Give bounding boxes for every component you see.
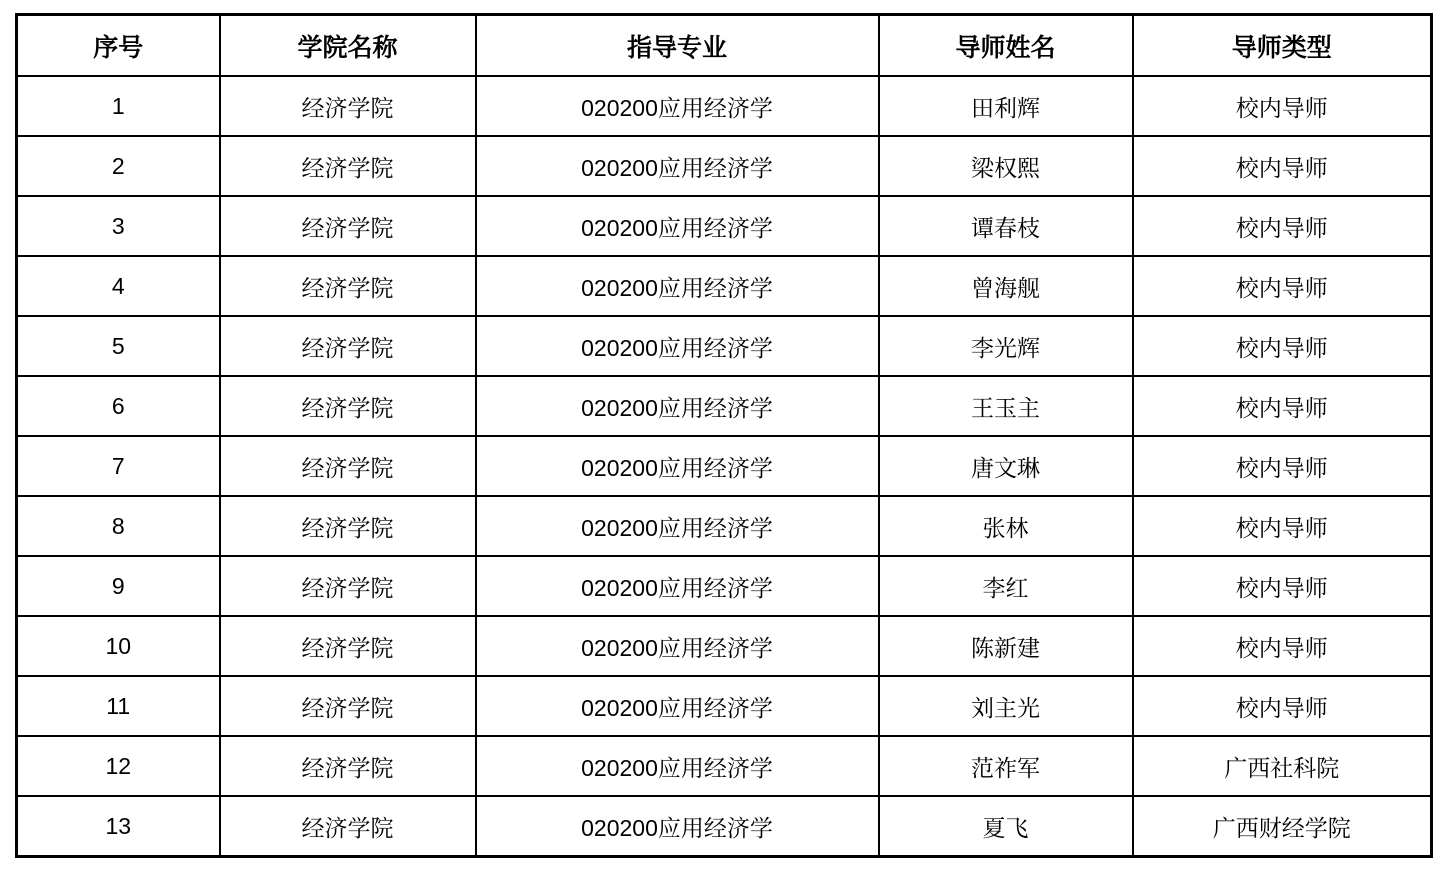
cell-index: 10 [17,616,220,676]
table-row [17,316,1432,376]
cell-college: 经济学院 [220,256,476,316]
cell-major: 020200应用经济学 [476,736,879,796]
cell-mentor-name: 梁权熙 [879,136,1133,196]
table-row [17,616,1432,676]
cell-index: 2 [17,136,220,196]
cell-college: 经济学院 [220,796,476,857]
cell-mentor-name: 王玉主 [879,376,1133,436]
cell-mentor-type: 校内导师 [1133,676,1432,736]
header-mentor-type: 导师类型 [1133,15,1432,77]
header-mentor-name: 导师姓名 [879,15,1133,77]
cell-major: 020200应用经济学 [476,436,879,496]
cell-college: 经济学院 [220,736,476,796]
cell-major: 020200应用经济学 [476,76,879,136]
cell-college: 经济学院 [220,76,476,136]
table-row [17,496,1432,556]
cell-mentor-name: 谭春枝 [879,196,1133,256]
cell-college: 经济学院 [220,676,476,736]
cell-index: 1 [17,76,220,136]
cell-college: 经济学院 [220,556,476,616]
cell-mentor-type: 校内导师 [1133,436,1432,496]
header-college: 学院名称 [220,15,476,77]
table-row [17,436,1432,496]
table-row [17,676,1432,736]
cell-college: 经济学院 [220,616,476,676]
cell-index: 9 [17,556,220,616]
table-row [17,76,1432,136]
cell-college: 经济学院 [220,136,476,196]
cell-index: 7 [17,436,220,496]
table-row [17,196,1432,256]
cell-major: 020200应用经济学 [476,136,879,196]
header-major: 指导专业 [476,15,879,77]
cell-major: 020200应用经济学 [476,796,879,857]
table-row [17,556,1432,616]
cell-index: 11 [17,676,220,736]
cell-mentor-name: 田利辉 [879,76,1133,136]
cell-index: 4 [17,256,220,316]
cell-major: 020200应用经济学 [476,376,879,436]
cell-major: 020200应用经济学 [476,556,879,616]
cell-mentor-type: 广西财经学院 [1133,796,1432,857]
cell-index: 12 [17,736,220,796]
cell-mentor-type: 校内导师 [1133,256,1432,316]
cell-mentor-name: 李光辉 [879,316,1133,376]
cell-mentor-type: 校内导师 [1133,316,1432,376]
table-row [17,376,1432,436]
cell-mentor-name: 李红 [879,556,1133,616]
cell-mentor-type: 校内导师 [1133,196,1432,256]
cell-mentor-type: 校内导师 [1133,136,1432,196]
table-row [17,796,1432,857]
cell-mentor-name: 唐文琳 [879,436,1133,496]
cell-major: 020200应用经济学 [476,256,879,316]
cell-mentor-name: 曾海舰 [879,256,1133,316]
cell-mentor-type: 校内导师 [1133,496,1432,556]
table-row [17,736,1432,796]
table-body [17,76,1432,857]
table-row [17,256,1432,316]
cell-college: 经济学院 [220,316,476,376]
cell-mentor-name: 张林 [879,496,1133,556]
cell-college: 经济学院 [220,496,476,556]
cell-major: 020200应用经济学 [476,496,879,556]
table-row [17,136,1432,196]
cell-mentor-type: 校内导师 [1133,556,1432,616]
cell-major: 020200应用经济学 [476,316,879,376]
cell-college: 经济学院 [220,436,476,496]
cell-college: 经济学院 [220,196,476,256]
cell-major: 020200应用经济学 [476,676,879,736]
cell-index: 8 [17,496,220,556]
cell-index: 6 [17,376,220,436]
cell-mentor-name: 夏飞 [879,796,1133,857]
cell-major: 020200应用经济学 [476,196,879,256]
cell-mentor-type: 校内导师 [1133,76,1432,136]
cell-mentor-type: 校内导师 [1133,376,1432,436]
cell-mentor-name: 陈新建 [879,616,1133,676]
cell-major: 020200应用经济学 [476,616,879,676]
cell-mentor-type: 广西社科院 [1133,736,1432,796]
mentor-table [15,13,1433,858]
cell-index: 13 [17,796,220,857]
cell-college: 经济学院 [220,376,476,436]
header-row [17,15,1432,77]
cell-index: 3 [17,196,220,256]
cell-mentor-name: 刘主光 [879,676,1133,736]
header-index: 序号 [17,15,220,77]
cell-index: 5 [17,316,220,376]
cell-mentor-type: 校内导师 [1133,616,1432,676]
cell-mentor-name: 范祚军 [879,736,1133,796]
